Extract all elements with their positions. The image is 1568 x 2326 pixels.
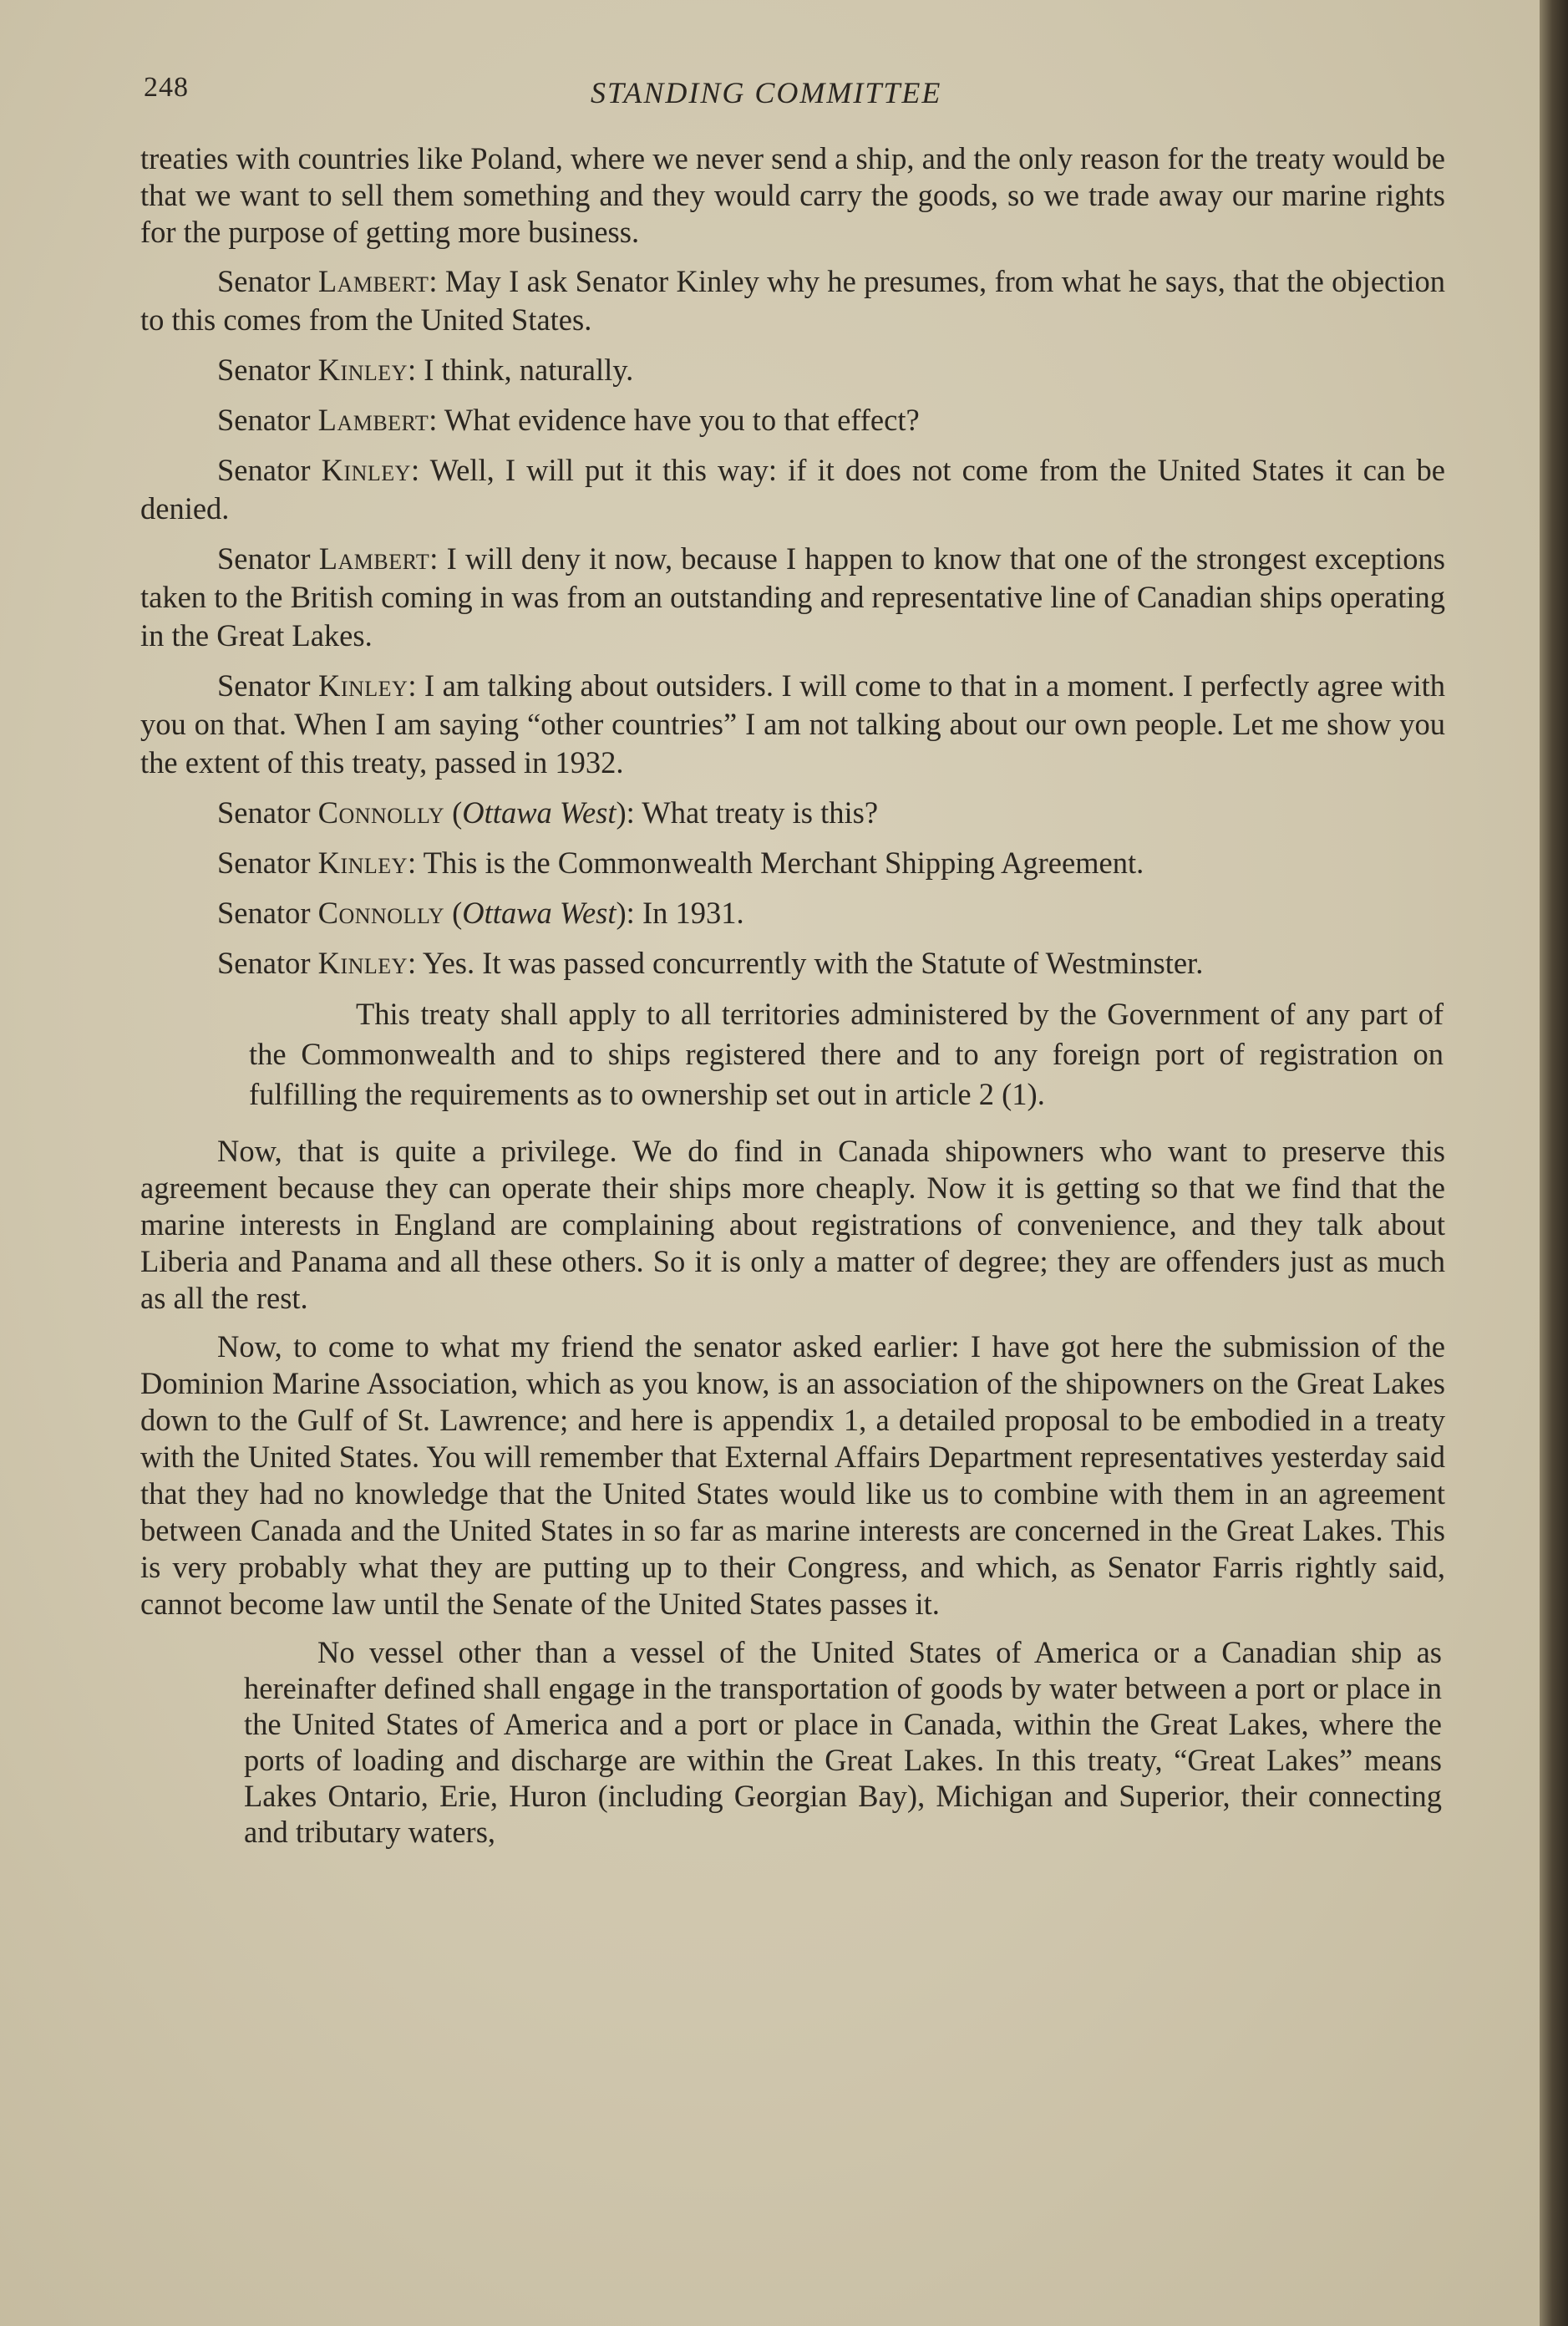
speech-lambert-1 [140,262,1445,339]
block-quote-great-lakes-treaty: No vessel other than a vessel of the United States of America or a Canadian ship as hereinafter defined shall engage in the transportation of goods by water between a port or place in the United States of America and a port or place in Canada, within the Great Lakes, where the ports of loading and discharge are within the Great Lakes. In this treaty, “Great Lakes” means Lakes Ontario, Erie, Huron (including Georgian Bay), Michigan and Superior, their connecting and tributary waters, [244,1635,1442,1849]
riding-open: ( [444,896,463,930]
speech-text: : I think, naturally. [407,353,634,387]
speaker-name: Connolly [317,795,445,830]
speaker-title: Senator [217,946,311,980]
speaker-title: Senator [217,795,311,830]
speaker-title: Senator [217,541,311,576]
paragraph-dominion-marine: Now, to come to what my friend the senator asked earlier: I have got here the submission of the Dominion Marine Association, which as you know, is an association of the shipowners on the Great Lakes down to the Gulf of St. Lawrence; and here is appendix 1, a detailed proposal to be embodied in a treaty with the United States. You will remember that External Affairs Department representatives yesterday said that they had no knowledge that the United States would like us to combine with them in an agreement between Canada and the United States in so far as marine interests are concerned in the Great Lakes. This is very probably what they are putting up to their Congress, and which, as Senator Farris rightly said, cannot become law until the Senate of the United States passes it. [140,1329,1445,1621]
speech-text: : What treaty is this? [626,795,879,830]
speech-connolly-2 [140,894,1445,932]
riding-name: Ottawa West [462,795,617,830]
speaker-name: Lambert [317,403,429,437]
riding-open: ( [444,795,463,830]
paragraph-continuation: treaties with countries like Poland, where we never send a ship, and the only reason for the treaty would be that we want to sell them something and they would carry the goods, so we trade away our marine rights for the purpose of getting more business. [140,141,1445,249]
page-number: 248 [144,72,189,103]
page-header [144,72,1447,114]
speaker-title: Senator [217,403,311,437]
block-quote-commonwealth-agreement: This treaty shall apply to all territories administered by the Government of any part of the Commonwealth and to ships registered there and to any foreign port of registration on fulfilling the requirements as to ownership set out in article 2 (1). [249,997,1444,1111]
speaker-title: Senator [217,846,311,880]
speech-text: : Well, I will put it this way: if it does not come from the United States it can be denied. [140,453,1446,526]
speaker-name: Kinley [321,453,411,487]
speaker-name: Kinley [317,846,408,880]
speaker-title: Senator [217,668,311,703]
paragraph-privilege: Now, that is quite a privilege. We do find in Canada shipowners who want to preserve this agreement because they can operate their ships more cheaply. Now it is getting so that we find that the marine interests in England are complaining about registrations of convenience, and they talk about Liberia and Panama and all these others. So it is only a matter of degree; they are offenders just as much as all the rest. [140,1134,1445,1315]
speaker-title: Senator [217,896,311,930]
speech-kinley-5 [140,944,1445,983]
speech-text: : Yes. It was passed concurrently with the Statute of Westminster. [407,946,1204,980]
running-head: STANDING COMMITTEE [591,76,942,109]
speaker-title: Senator [217,353,311,387]
speaker-name: Kinley [317,946,408,980]
riding-close: ) [616,896,627,930]
speech-text: : I will deny it now, because I happen to know that one of the strongest exceptions taken to the British coming in was from an outstanding and representative line of Canadian ships operating in the Great Lakes. [140,541,1446,653]
speaker-title: Senator [217,453,311,487]
riding-name: Ottawa West [462,896,617,930]
speaker-name: Kinley [317,668,408,703]
speech-kinley-4 [140,844,1445,882]
speech-text: : I am talking about outsiders. I will come to that in a moment. I perfectly agree with you on that. When I am saying “other countries” I am not talking about our own people. Let me show you the extent of this treaty, passed in 1932. [140,668,1445,780]
riding-close: ) [616,795,627,830]
speech-kinley-1 [140,351,1445,389]
speaker-name: Lambert [318,541,430,576]
speech-kinley-2 [140,451,1445,528]
speaker-title: Senator [217,264,311,298]
speech-lambert-3 [140,540,1445,655]
page-body [140,140,1445,1861]
speaker-name: Connolly [317,896,445,930]
speech-lambert-2 [140,401,1445,439]
speech-kinley-3 [140,667,1445,782]
speech-text: : In 1931. [626,896,744,930]
speech-text: : This is the Commonwealth Merchant Shipping Agreement. [407,846,1144,880]
speech-connolly-1 [140,794,1445,832]
speech-text: : May I ask Senator Kinley why he presumes, from what he says, that the objection to this comes from the United States. [140,264,1445,337]
book-spine-edge [1540,0,1568,2326]
speaker-name: Lambert [317,264,429,298]
speaker-name: Kinley [317,353,408,387]
speech-text: : What evidence have you to that effect? [429,403,920,437]
